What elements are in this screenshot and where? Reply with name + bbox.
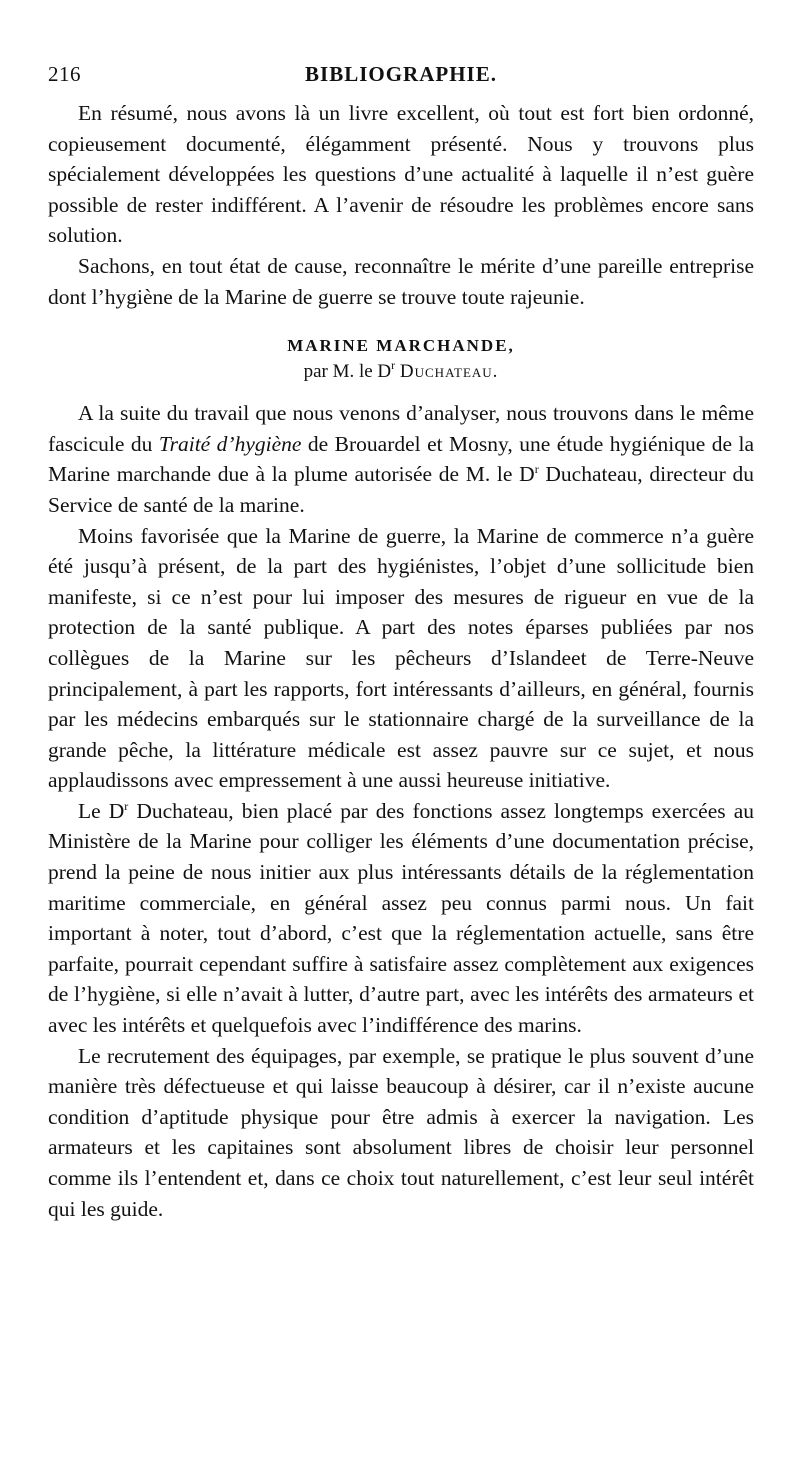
author-name: Duchateau. [399, 361, 499, 383]
p3-sup: r [534, 462, 539, 477]
p3-text-after: Duchateau, directeur du Service de santé de la marine. [48, 462, 754, 517]
p3-text-mid: de Brouardel et Mosny, une étude hygiénique de la Marine marchande due à la plume autorisée de M. le D [48, 431, 755, 487]
p5-text-after: Duchateau, bien placé par des fonctions assez longtemps exercées au Ministère de la Marine pour colliger les éléments d’une documentation précise, prend la peine de nous initier aux plus intéressants détails de la réglementation maritime commerciale, en général assez peu connus parmi nous. Un fait important à noter, tout d’abord, c’est que la réglementation actuelle, sans être parfaite, pourrait cependant suffire à satisfaire assez complètement aux exigences de l’hygiène, si elle n’avait à lutter, d’autre part, avec les intérêts des armateurs et avec les intérêts et quelquefois avec l’indifférence des marins. [48, 798, 754, 1038]
page-number: 216 [48, 62, 81, 86]
paragraph-reglementation [48, 796, 754, 1041]
author-prefix: par M. le D [303, 361, 392, 383]
book-title: Traité d’hygiène [158, 431, 302, 456]
paragraph-summary: En résumé, nous avons là un livre excellent, où tout est fort bien ordonné, copieusement documenté, élégamment présenté. Nous y trouvons plus spécialement développées les questions d’une actualité à laquelle il n’est guère possible de rester indifférent. A l’avenir de résoudre les problèmes encore sans solution. [48, 101, 754, 248]
section-heading [48, 334, 754, 386]
paragraph-recrutement: Le recrutement des équipages, par exemple, se pratique le plus souvent d’une manière très défectueuse et qui laisse beaucoup à désirer, car il n’existe aucune condition d’aptitude physique pour être admis à exercer la navigation. Les armateurs et les capitaines sont absolument libres de choisir leur personnel comme ils l’entendent et, dans ce choix tout naturellement, c’est leur seul intérêt qui les guide. [48, 1043, 754, 1221]
section-author [48, 358, 754, 386]
paragraph-intro-marine-marchande [48, 398, 754, 520]
p3-text-before: A la suite du travail que nous venons d’analyser, nous trouvons dans le même fascicule du [48, 401, 754, 456]
p5-text-before: Le D [78, 798, 125, 823]
running-header [48, 62, 754, 98]
section-title: MARINE MARCHANDE, [287, 336, 515, 356]
running-title: BIBLIOGRAPHIE. [305, 62, 497, 86]
document-page [48, 62, 754, 1224]
author-sup: r [391, 358, 396, 373]
paragraph-conclusion: Sachons, en tout état de cause, reconnaître le mérite d’une pareille entreprise dont l’hygiène de la Marine de guerre se trouve toute rajeunie. [48, 253, 754, 309]
p5-sup: r [124, 798, 129, 813]
paragraph-marine-commerce: Moins favorisée que la Marine de guerre, la Marine de commerce n’a guère été jusqu’à présent, de la part des hygiénistes, l’objet d’une sollicitude bien manifeste, si ce n’est pour lui imposer des mesures de rigueur en vue de la protection de la santé publique. A part des notes éparses publiées par nos collègues de la Marine sur les pêcheurs d’Islandeet de Terre-Neuve principalement, à part les rapports, fort intéressants d’ailleurs, en général, fournis par les médecins embarqués sur le stationnaire chargé de la surveillance de la grande pêche, la littérature médicale est assez pauvre sur ce sujet, et nous applaudissons avec empressement à une aussi heureuse initiative. [48, 523, 754, 793]
